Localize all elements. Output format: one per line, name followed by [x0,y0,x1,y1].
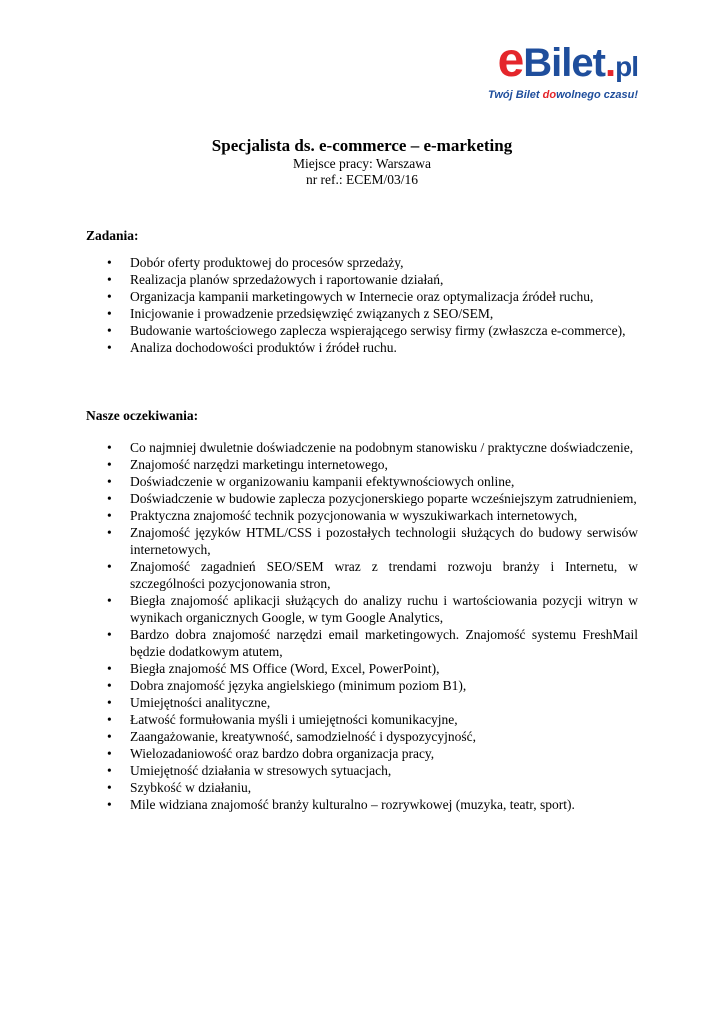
list-item: • Znajomość zagadnień SEO/SEM wraz z trendami rozwoju branży i Internetu, w szczególności pozycjonowania stron, [86,558,638,592]
list-item: • Dobór oferty produktowej do procesów sprzedaży, [86,254,638,271]
ebilet-logo [488,34,638,101]
tasks-section [86,227,638,356]
logo-pl: pl [615,51,638,82]
logo-bilet: Bilet [523,41,605,85]
logo-wordmark [488,34,638,87]
logo-dot: . [604,41,616,85]
list-item: • Co najmniej dwuletnie doświadczenie na podobnym stanowisku / praktyczne doświadczenie, [86,439,638,456]
logo-tagline [488,89,638,101]
list-item: • Praktyczna znajomość technik pozycjonowania w wyszukiwarkach internetowych, [86,507,638,524]
job-reference: nr ref.: ECEM/03/16 [305,172,419,187]
list-item: • Realizacja planów sprzedażowych i raportowanie działań, [86,271,638,288]
list-item: • Znajomość języków HTML/CSS i pozostałych technologii służących do budowy serwisów internetowych, [86,524,638,558]
tasks-list [86,254,638,356]
tagline-part-1: Twój Bilet [488,89,543,101]
list-item: • Umiejętność działania w stresowych sytuacjach, [86,762,638,779]
list-item: • Szybkość w działaniu, [86,779,638,796]
logo-e: e [497,34,524,87]
expectations-section [86,407,638,813]
document-body [86,227,638,813]
job-title: Specjalista ds. e-commerce – e-marketing [211,136,513,155]
document-header [0,136,724,188]
tagline-highlight: do [542,89,557,101]
tagline-part-2: wolnego czasu! [556,89,638,101]
expectations-heading: Nasze oczekiwania: [86,408,199,423]
list-item: • Biegła znajomość aplikacji służących do analizy ruchu i wartościowania pozycji witryn w wynikach organicznych Google, w tym Google Analytics, [86,592,638,626]
tasks-heading: Zadania: [86,228,139,243]
list-item: • Łatwość formułowania myśli i umiejętności komunikacyjne, [86,711,638,728]
list-item: • Budowanie wartościowego zaplecza wspierającego serwisy firmy (zwłaszcza e-commerce), [86,322,638,339]
list-item: • Dobra znajomość języka angielskiego (minimum poziom B1), [86,677,638,694]
list-item: • Znajomość narzędzi marketingu internetowego, [86,456,638,473]
list-item: • Inicjowanie i prowadzenie przedsięwzięć związanych z SEO/SEM, [86,305,638,322]
list-item: • Mile widziana znajomość branży kulturalno – rozrywkowej (muzyka, teatr, sport). [86,796,638,813]
list-item: • Doświadczenie w budowie zaplecza pozycjonerskiego poparte wcześniejszym zatrudnieniem, [86,490,638,507]
list-item: • Biegła znajomość MS Office (Word, Excel, PowerPoint), [86,660,638,677]
list-item: • Bardzo dobra znajomość narzędzi email marketingowych. Znajomość systemu FreshMail będzie dodatkowym atutem, [86,626,638,660]
list-item: • Umiejętności analityczne, [86,694,638,711]
expectations-list [86,439,638,813]
job-location: Miejsce pracy: Warszawa [292,156,432,171]
list-item: • Doświadczenie w organizowaniu kampanii efektywnościowych online, [86,473,638,490]
list-item: • Zaangażowanie, kreatywność, samodzielność i dyspozycyjność, [86,728,638,745]
list-item: • Wielozadaniowość oraz bardzo dobra organizacja pracy, [86,745,638,762]
list-item: • Organizacja kampanii marketingowych w Internecie oraz optymalizacja źródeł ruchu, [86,288,638,305]
list-item: • Analiza dochodowości produktów i źródeł ruchu. [86,339,638,356]
